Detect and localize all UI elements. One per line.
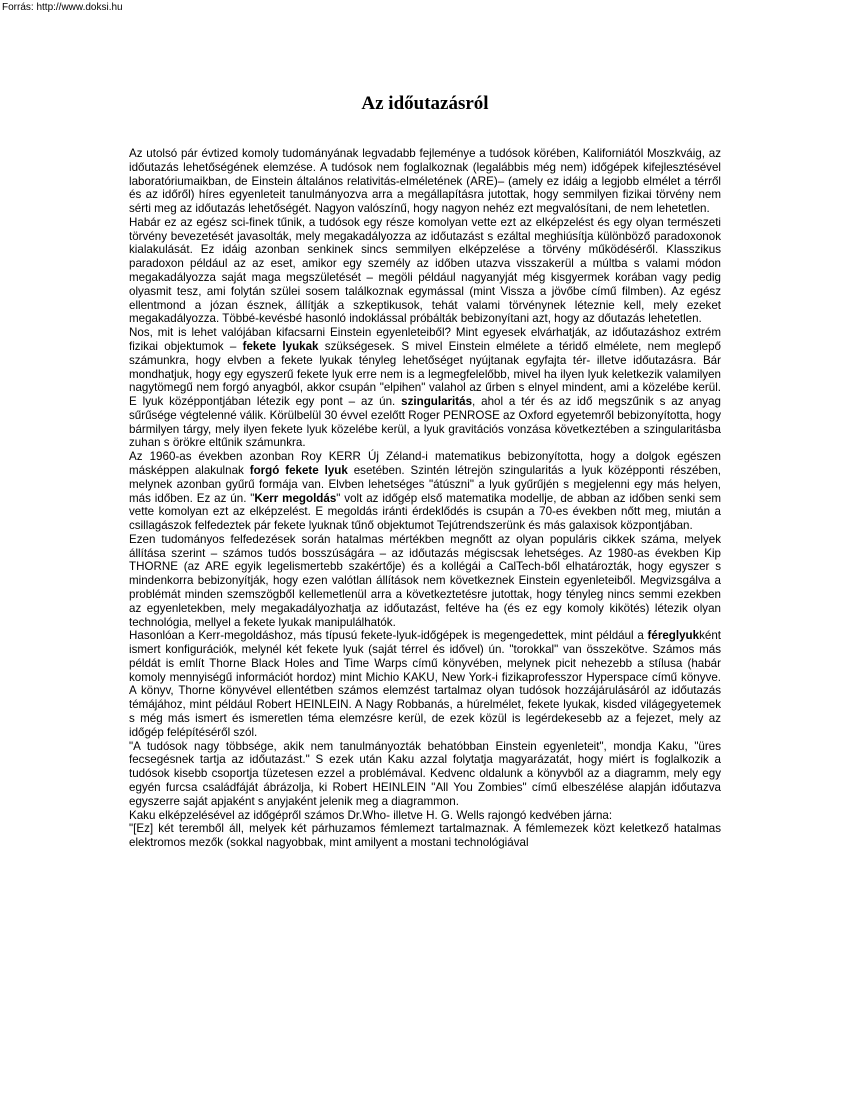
paragraph-3 bbox=[129, 326, 721, 450]
bold-term-szingularitas: szingularitás bbox=[401, 395, 473, 409]
text-run: Nos, mit is lehet valójában kifacsarni Einstein egyenleteiből? Mint egyesek elvárhatják, az időutazáshoz extrém fizikai objektumok – bbox=[129, 326, 721, 353]
text-run: " volt az időgép első matematika modellje, de abban az időben senki sem vette komolyan ezt az elképzelést. E megoldás iránti érdeklődés is csupán a 70-es években nőtt meg, miután a csillagászok felfedeztek pár fekete lyuknak tűnő objektumot Tejútrendszerünk és más galaxisok központjában. bbox=[129, 491, 721, 533]
bold-term-forgo-fekete-lyuk: forgó fekete lyuk bbox=[249, 463, 348, 477]
paragraph-1: Az utolsó pár évtized komoly tudományának legvadabb fejleménye a tudósok körében, Kaliforniától Moszkváig, az időutazás lehetőségének elemzése. A tudósok nem foglalkoznak (legalábbis még nem) időgépek kifejlesztésével laboratóriumaikban, de Einstein általános relativitás-elméletének (ARE)– (amely ez idáig a legjobb elmélet a térről és az időről) híres egyenleteit tanulmányozva arra a megállapításra jutottak, hogy semmilyen fizikai törvény nem sérti meg az időutazás lehetőségét. Nagyon valószínű, hogy nagyon nehéz ezt megvalósítani, de nem lehetetlen. bbox=[129, 147, 721, 216]
paragraph-2: Habár ez az egész sci-finek tűnik, a tudósok egy része komolyan vette ezt az elképzelést és egy olyan természeti törvény bevezetését javasolták, mely megakadályozza az időutazást s ezáltal meghiúsítja különböző paradoxonok kialakulását. Ez idáig azonban senkinek sincs semmilyen elképzelése a törvény működéséről. Klasszikus paradoxon például az az eset, amikor egy személy az időben utazva visszakerül a múltba s valami módon megakadályozza saját maga megszületését – megöli például nagyanyját még kisgyermek korában vagy pedig olyasmit tesz, ami folytán szülei sosem találkoznak egymással (mint Vissza a jövőbe című filmben). Az egész ellentmond a józan észnek, állítják a szkeptikusok, tehát valami törvénynek léteznie kell, mely ezeket megakadályozza. Többé-kevésbé hasonló indoklással próbálták bebizonyítani azt, hogy az dőutazás lehetetlen. bbox=[129, 215, 721, 326]
page-title: Az időutazásról bbox=[361, 93, 489, 114]
paragraph-7: "A tudósok nagy többsége, akik nem tanulmányozták behatóbban Einstein egyenleteit", mondja Kaku, "üres fecsegésnek tartja az időutazást." S ezek után Kaku azzal folytatja magyarázatát, hogy miért is foglalkozik a tudósok kisebb csoportja tüzetesen ezzel a problémával. Kedvenc oldalunk a könyvből az a diagramm, mely egy egyén furcsa családfáját ábrázolja, ki Robert HEINLEIN "All You Zombies" című elbeszélése alapján időutazva egyszerre saját apjaként s anyjaként jelenik meg a diagrammon. bbox=[129, 739, 721, 808]
text-run: esetében. Szintén létrejön szingularitás a lyuk középponti részében, melynek azonban gyűrű formája van. Elvben lehetséges "átúszni" a lyuk gyűrűjén s megjelenni egy más helyen, más időben. Ez az ún. " bbox=[129, 463, 722, 505]
text-run: Hasonlóan a Kerr-megoldáshoz, más típusú fekete-lyuk-időgépek is megengedettek, mint például a bbox=[129, 629, 648, 643]
source-label: Forrás: http://www.doksi.hu bbox=[2, 2, 123, 13]
paragraph-6 bbox=[129, 629, 721, 739]
bold-term-fereglyuk: féreglyuk bbox=[647, 629, 700, 643]
paragraph-9: "[Ez] két teremből áll, melyek két párhuzamos fémlemezt tartalmaznak. A fémlemezek közt keletkező hatalmas elektromos mezők (sokkal nagyobbak, mint amilyent a mostani technológiával bbox=[129, 822, 721, 850]
bold-term-kerr-megoldas: Kerr megoldás bbox=[254, 491, 337, 505]
paragraph-8: Kaku elképzelésével az időgépről számos Dr.Who- illetve H. G. Wells rajongó kedvében járna: bbox=[129, 808, 613, 822]
text-run: szükségesek. S mivel Einstein elmélete a téridő elmélete, nem meglepő számunkra, hogy elvben a fekete lyukak tényleg lehetőséget nyújtanak egyfajta tér- illetve időutazásra. Bár mondhatjuk, hogy egy egyszerű fekete lyuk erre nem is a legmegfelelőbb, mivel ha ilyen lyuk keletkezik valamilyen nagytömegű nem forgó anyagból, akkor csupán "elpihen" valahol az űrben s elnyel mindent, ami a közelébe kerül. E lyuk középpontjában létezik egy pont – az ún. bbox=[129, 339, 721, 409]
text-run: Az 1960-as években azonban Roy KERR Új Zéland-i matematikus bebizonyította, hogy a dolgok egészen másképpen alakulnak bbox=[129, 450, 721, 477]
text-run: , ahol a tér és az idő megszűnik s az anyag sűrűsége végtelenné válik. Körülbelül 30 évvel ezelőtt Roger PENROSE az Oxford egyetemről bebizonyította, hogy bármilyen tárgy, mely ilyen fekete lyuk közelébe kerül, a lyuk gravitációs vonzása következtében a szingularitásba zuhan s örökre eltűnik számunkra. bbox=[129, 395, 722, 450]
bold-term-fekete-lyukak: fekete lyukak bbox=[242, 339, 319, 353]
text-run: ként ismert konfigurációk, melynél két fekete lyuk (saját térrel és idővel) ún. "torokkal" van összekötve. Számos más példát is említ Thorne Black Holes and Time Warps című könyvében, melynek picit nehezebb a stílusa (habár komoly mennyiségű információt hordoz) mint Michio KAKU, New York-i fizikaprofesszor Hyperspace című könyve. A könyv, Thorne könyvével ellentétben számos elemzést tartalmaz olyan tudósok hozzájárulásáról az időutazás témájához, mint például Robert HEINLEIN. A Nagy Robbanás, a húrelmélet, fekete lyukak, kisded világegyetemek s még más ismert és ismeretlen téma elemzésre kerül, de ezek közül is legérdekesebb az a fejezet, mely az időgép felépítéséről szól. bbox=[129, 629, 721, 739]
article-body bbox=[129, 147, 721, 850]
paragraph-5: Ezen tudományos felfedezések során hatalmas mértékben megnőtt az olyan populáris cikkek száma, melyek állítása szerint – számos tudós bosszúságára – az időutazás mégiscsak lehetséges. Az 1980-as években Kip THORNE (az ARE egyik legelismertebb szakértője) és a kollégái a CalTech-ből elhatározták, hogy egyszer s mindenkorra bebizonyítják, hogy ezen valótlan állítások nem következnek Einstein egyenleteiből. Megvizsgálva a problémát minden szemszögből kellemetlenül arra a következtetésre jutottak, hogy tényleg nincs semmi ezekben az egyenletekben, mely megakadályozhatja az időutazást, feltéve ha (és ez egy komoly kikötés) létezik olyan technológia, mellyel a fekete lyukak manipulálhatók. bbox=[129, 532, 721, 629]
paragraph-4 bbox=[129, 450, 721, 533]
